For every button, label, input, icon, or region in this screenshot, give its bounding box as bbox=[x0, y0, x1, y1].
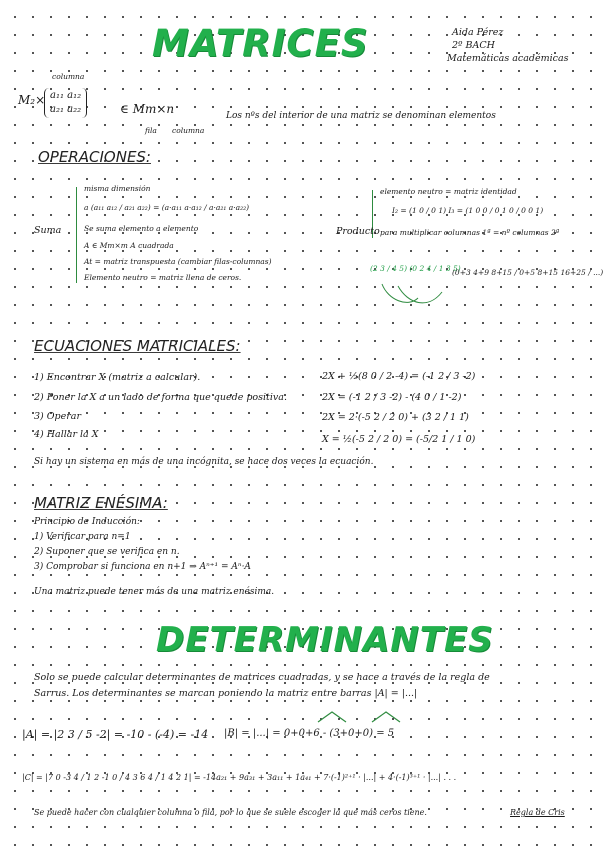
enesima-step-1: 1) Verificar para n=1 bbox=[34, 532, 131, 542]
author-course: 2º BACH bbox=[452, 40, 495, 51]
determinantes-note: Se puede hacer con cualquier columna o fila, por lo que se suele escoger la que más ceros tiene. bbox=[34, 808, 427, 817]
det-c: |C| = |7 0 -3 4 / 1 2 -1 0 / 4 3 6 4 / 1 4 2 1| = -14a₂₁ + 9a₃₁ + 3a₁₁ + 1a₄₁ + 7·(-1)²⁺¹ · |...| + 4·(-1)³⁺¹ · |...| . . . bbox=[22, 773, 457, 782]
sarrus-arrows bbox=[312, 708, 422, 726]
general-matrix-row1: a₁₁ a₁₂ bbox=[50, 90, 82, 101]
ecuaciones-note: Si hay un sistema en más de una incógnita, se hace dos veces la ecuación. bbox=[34, 457, 374, 467]
producto-example-right: (0+3 4+9 8+15 / 0+5 8+15 16+25 / ...) bbox=[452, 268, 603, 277]
ecuaciones-step-1: 1) Encontrar X (matriz a calcular). bbox=[34, 372, 201, 383]
enesima-heading: MATRIZ ENÉSIMA: bbox=[34, 494, 168, 512]
general-matrix bbox=[44, 88, 87, 118]
determinantes-intro-1: Solo se puede calcular determinantes de matrices cuadradas, y se hace a través de la regla de bbox=[34, 672, 490, 683]
ecuaciones-work-3: 2X = 2·(-5 2 / 2 0) + (3 2 / 1 1) bbox=[322, 412, 469, 423]
matrix-membership: ∈ Mm×n bbox=[120, 102, 175, 116]
determinantes-intro-2: Sarrus. Los determinantes se marcan poniendo la matriz entre barras |A| = |...| bbox=[34, 688, 418, 699]
suma-label: Suma bbox=[34, 225, 62, 236]
determinantes-title: DETERMINANTES bbox=[156, 620, 494, 660]
suma-item-4: A ∈ Mm×m A cuadrada bbox=[84, 241, 174, 250]
suma-item-2: a (a₁₁ a₁₂ / a₂₁ a₂₂) = (a·a₁₁ a·a₁₂ / a·a₂₁ a·a₂₂) bbox=[84, 203, 250, 212]
enesima-note: Una matriz puede tener más de una matriz enésima. bbox=[34, 587, 275, 597]
ecuaciones-step-4: 4) Hallar la X bbox=[34, 429, 99, 440]
producto-item-2: I₂ = (1 0 / 0 1) I₃ = (1 0 0 / 0 1 0 / 0 0 1) bbox=[392, 206, 544, 215]
regla-label: Regla de Cris bbox=[510, 808, 565, 817]
suma-item-1: misma dimensión bbox=[84, 184, 151, 193]
producto-example-left: (2 3 / 4 5) (0 2 4 / 1 3 5) bbox=[370, 264, 461, 273]
column-label: columna bbox=[52, 72, 85, 81]
general-matrix-row2: a₂₁ a₂₂ bbox=[50, 104, 82, 115]
ecuaciones-step-2: 2) Poner la X a un lado de forma que quede positiva. bbox=[34, 392, 287, 403]
det-b: |B| = |...| = 0+0+6 - (3+0+0) = 5 bbox=[224, 728, 395, 739]
ecuaciones-work-2: 2X = (-1 2 / 3 -2) - (4 0 / 1 -2) bbox=[322, 392, 462, 403]
ecuaciones-work-4: X = ½(-5 2 / 2 0) = (-5/2 1 / 1 0) bbox=[322, 434, 476, 445]
enesima-step-2: 2) Suponer que se verifica en n. bbox=[34, 547, 180, 557]
det-a: |A| = |2 3 / 5 -2| = -10 - (-4) = -14 bbox=[22, 728, 209, 741]
matrix-prefix: M₂× bbox=[18, 93, 46, 107]
column-label-bottom: columna bbox=[172, 126, 205, 135]
page-title: MATRICES bbox=[152, 22, 369, 65]
ecuaciones-step-3: 3) Operar bbox=[34, 411, 82, 422]
producto-arrows bbox=[378, 280, 450, 314]
enesima-intro: Principio de Inducción: bbox=[34, 517, 140, 527]
producto-item-1: elemento neutro = matriz identidad bbox=[380, 187, 517, 196]
producto-label: Producto bbox=[336, 226, 380, 237]
row-label: fila bbox=[145, 126, 157, 135]
suma-item-3: Se suma elemento a elemento bbox=[84, 224, 199, 233]
author-subject: Matemáticas académicas bbox=[447, 53, 569, 64]
suma-item-5: At = matriz transpuesta (cambiar filas-columnas) bbox=[84, 257, 272, 266]
matrix-definition: Los nºs del interior de una matriz se denominan elementos bbox=[226, 111, 496, 121]
enesima-step-3: 3) Comprobar si funciona en n+1 ⇒ Aⁿ⁺¹ = Aⁿ·A bbox=[34, 562, 251, 572]
operaciones-heading: OPERACIONES: bbox=[38, 148, 151, 166]
suma-brace bbox=[76, 187, 77, 283]
author-name: Aida Pérez bbox=[452, 27, 504, 38]
ecuaciones-heading: ECUACIONES MATRICIALES: bbox=[34, 337, 241, 355]
suma-item-6: Elemento neutro = matriz llena de ceros. bbox=[84, 273, 242, 282]
producto-item-3: para multiplicar columnas 1ª = nº columnas 2ª bbox=[380, 228, 560, 237]
ecuaciones-work-1: 2X + ½(8 0 / 2 -4) = (-1 2 / 3 -2) bbox=[322, 371, 476, 382]
